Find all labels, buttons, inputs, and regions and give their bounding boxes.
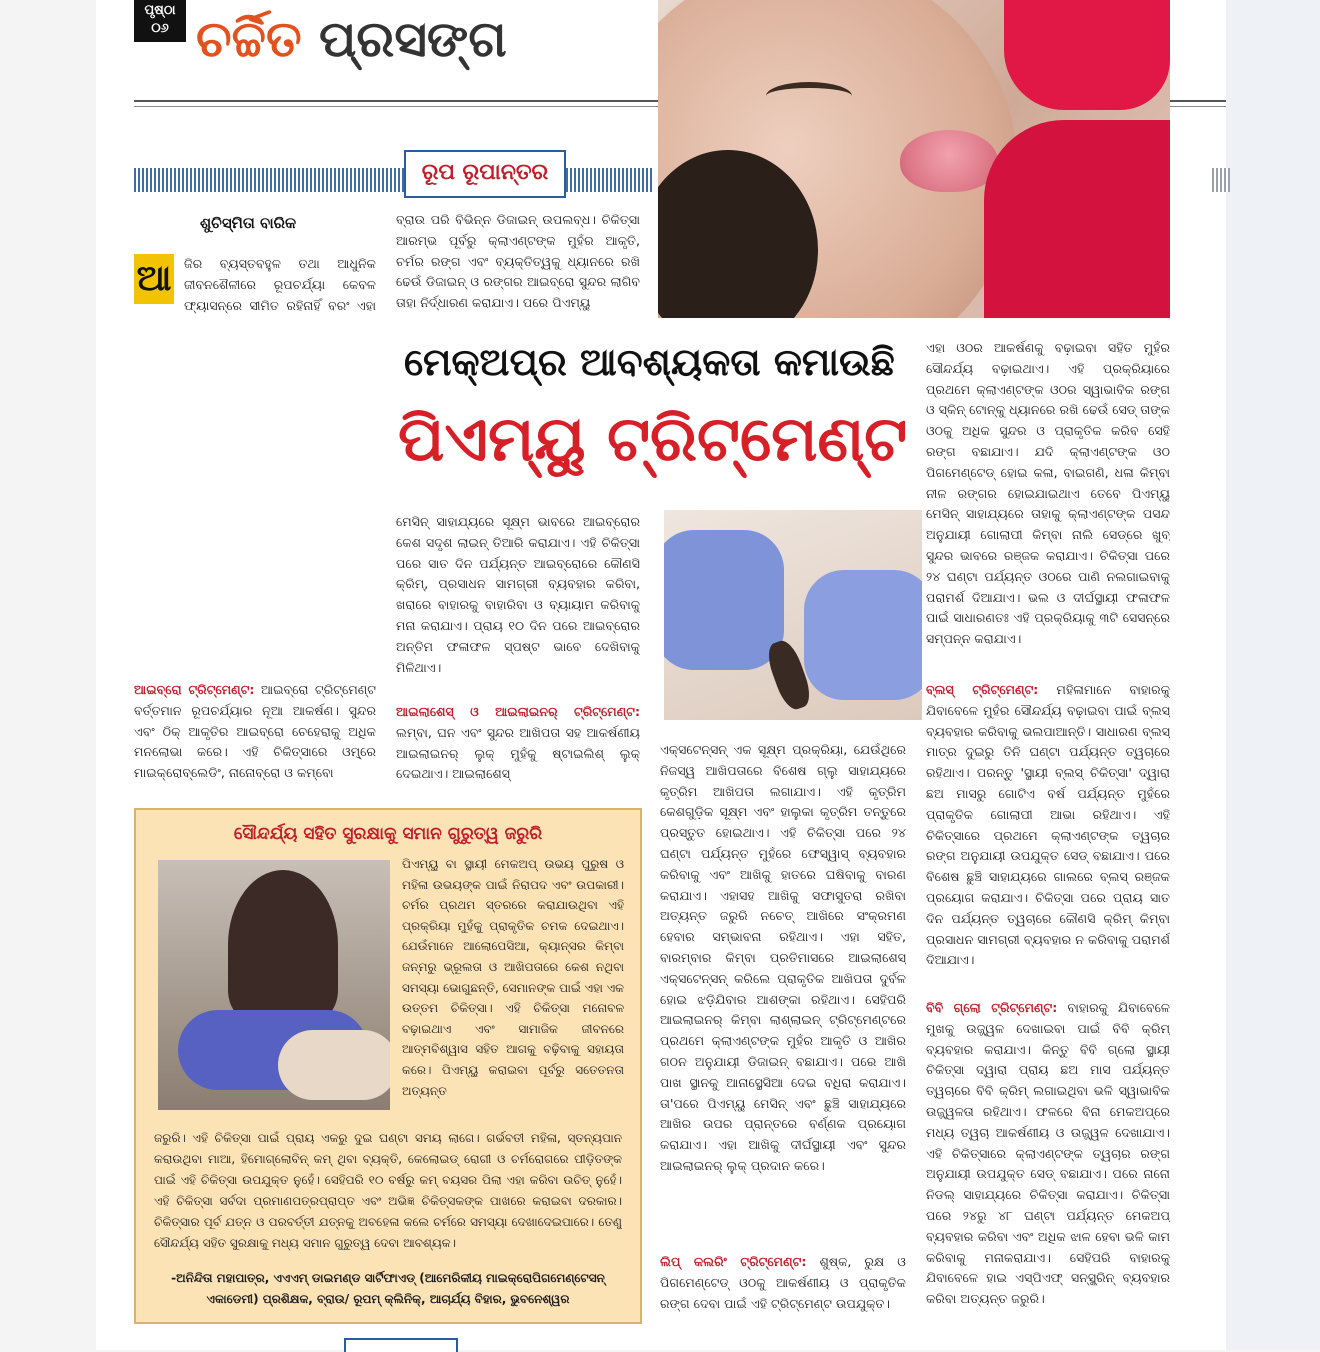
box-credit-text: -ଅନିନ୍ଦିତା ମହାପାତ୍ର, ଏଏଏମ୍ ଡାଇମଣ୍ଡ ସାର୍ଟିଫାଏଡ୍ (ଆମେରିକୀୟ ମାଇକ୍ରୋପିଗମେଣ୍ଟେସନ୍ ଏକାଡେମୀ) ପ୍ରଶିକ୍ଷକ, ବ୍ରାଉ/ ରୂପମ୍ କ୍ଲିନିକ୍, ଆଚାର୍ଯ୍ୟ ବିହାର, ଭୁବନେଶ୍ୱର [171,1271,605,1306]
section-title-part2: ପ୍ରସଙ୍ଗ [319,10,507,68]
artist-at-work-photo [158,860,390,1110]
lip-tattoo-photo [658,0,1170,318]
box-bottom-text [154,1128,622,1264]
blush-heading: ବ୍ଲସ୍ ଟ୍ରିଟ୍‌ମେଣ୍ଟ: [926,682,1039,697]
column-1-brow [134,680,376,788]
section-title [196,4,507,74]
kicker-band [134,168,652,192]
column-3-lip [660,1252,906,1316]
col3-text: ଏକ୍ସଟେନ୍‌ସନ୍ ଏକ ସୂକ୍ଷ୍ମ ପ୍ରକ୍ରିୟା, ଯେଉଁଥିରେ ନିଜସ୍ୱ ଆଖିପତାରେ ବିଶେଷ ଗ୍ଲୁ ସାହାଯ୍ୟରେ କୃତ୍ରିମ ଆଖିପତା ଲଗାଯାଏ। ଏହି କୃତ୍ରିମ କେଶଗୁଡ଼ିକ ସୂକ୍ଷ୍ମ ଏବଂ ହାଲୁକା କୃତ୍ରିମ ତନ୍ତୁରେ ପ୍ରସ୍ତୁତ ହୋଇଥାଏ। ଏହି ଚିକିତ୍ସା ପରେ ୨୪ ଘଣ୍ଟା ପର୍ଯ୍ୟନ୍ତ ମୁହଁରେ ଫେସ୍‌ୱାସ୍ ବ୍ୟବହାର କରିବାକୁ ଏବଂ ଆଖିକୁ ହାତରେ ଘଷିବାକୁ ବାରଣ କରାଯାଏ। ଏହାସହ ଆଖିକୁ ସଫାସୁତରା ରଖିବା ଅତ୍ୟନ୍ତ ଜରୁରି ନଚେତ୍ ଆଖିରେ ସଂକ୍ରମଣ ହେବାର ସମ୍ଭାବନା ରହିଥାଏ। ଏହା ସହିତ, ବାରମ୍ବାର କିମ୍ବା ପ୍ରତିମାସରେ ଆଇଲାଶେସ୍ ଏକ୍ସଟେନ୍‌ସନ୍ କରିଲେ ପ୍ରାକୃତିକ ଆଖିପତା ଦୁର୍ବଳ ହୋଇ ଝଡ଼ିଯିବାର ଆଶଙ୍କା ରହିଥାଏ। ସେହିପରି ଆଇଲାଇନର୍ କିମ୍ବା ଲାଶ୍‌ଲାଇନ୍ ଟ୍ରିଟ୍‌ମେଣ୍ଟରେ ପ୍ରଥମେ କ୍ଲାଏଣ୍ଟଙ୍କ ମୁହଁର ଆକୃତି ଓ ଆଖିର ଗଠନ ଅନୁଯାୟୀ ଡିଜାଇନ୍ ବଛାଯାଏ। ପରେ ଆଖି ପାଖ ସ୍ଥାନକୁ ଆନାସ୍ଥେସିଆ ଦେଇ ବଧିରା କରାଯାଏ। ତା'ପରେ ପିଏମ୍‌ୟୁ ମେସିନ୍ ଏବଂ ଛୁଞ୍ଚି ସାହାଯ୍ୟରେ ଆଖିର ଉପର ପ୍ରାନ୍ତରେ ବର୍ଣ୍ଣକ ପ୍ରୟୋଗ କରାଯାଏ। ଏହା ଆଖିକୁ ଦୀର୍ଘସ୍ଥାୟୀ ଏବଂ ସୁନ୍ଦର ଆଇଲାଇନର୍ ଲୁକ୍ ପ୍ରଦାନ କରେ। [660,742,906,1173]
column-4-bb [926,998,1170,1318]
page-label: ପୃଷ୍ଠା [144,3,176,18]
page-number-box [134,0,186,42]
intro-text: ଜିର ବ୍ୟସ୍ତବହୁଳ ତଥା ଆଧୁନିକ ଜୀବନଶୈଳୀରେ ରୂପଚର୍ଯ୍ୟା କେବଳ ଫ୍ୟାସନ୍‌ରେ ସୀମିତ ରହିନାହିଁ ବରଂ ଏହା [184,256,376,313]
headline-line2: ପିଏମ୍‌ୟୁ ଟ୍ରିଟ୍‌ମେଣ୍ଟ [398,402,908,475]
decorative-bars [1212,168,1230,192]
box-right-text [402,854,624,1122]
byline: ଶୁଚିସ୍ମିତା ବାରିକ [200,214,297,232]
bb-glow-heading: ବିବି ଗ୍ଲୋ ଟ୍ରିଟ୍‌ମେଣ୍ଟ: [926,1000,1058,1015]
lip-text: ଶୁଷ୍କ, ରୁକ୍ଷ ଓ ପିଗମେଣ୍ଟେଡ୍ ଓଠକୁ ଆକର୍ଷଣୀୟ ଓ ପ୍ରାକୃତିକ ରଙ୍ଗ ଦେବା ପାଇଁ ଏହି ଟ୍ରିଟ୍‌ମେଣ୍ଟ ଉପଯୁକ୍ତ। [660,1254,906,1311]
box-title: ସୌନ୍ଦର୍ଯ୍ୟ ସହିତ ସୁରକ୍ଷାକୁ ସମାନ ଗୁରୁତ୍ୱ ଜରୁରି [233,824,543,844]
blush-text: ମହିଳାମାନେ ବାହାରକୁ ଯିବାବେଳେ ମୁହଁର ସୌନ୍ଦର୍ଯ୍ୟ ବଢ଼ାଇବା ପାଇଁ ବ୍ଲସ୍ ବ୍ୟବହାର କରିବାକୁ ଭଲପାଆନ୍ତି। ସାଧାରଣ ବ୍ଲସ୍ ମାତ୍ର ଦୁଇରୁ ତିନି ଘଣ୍ଟା ପର୍ଯ୍ୟନ୍ତ ତ୍ୱଚାରେ ରହିଥାଏ। ପରନ୍ତୁ 'ସ୍ଥାୟୀ ବ୍ଲସ୍ ଚିକିତ୍ସା' ଦ୍ୱାରା ଛଅ ମାସରୁ ଗୋଟିଏ ବର୍ଷ ପର୍ଯ୍ୟନ୍ତ ମୁହଁରେ ପ୍ରାକୃତିକ ଗୋଲାପୀ ଆଭା ରହିଥାଏ। ଏହି ଚିକିତ୍ସାରେ ପ୍ରଥମେ କ୍ଲାଏଣ୍ଟଙ୍କ ତ୍ୱଚାର ରଙ୍ଗ ଅନୁଯାୟୀ ଉପଯୁକ୍ତ ସେଡ୍ ବଛାଯାଏ। ପରେ ବିଶେଷ ଛୁଞ୍ଚି ସାହାଯ୍ୟରେ ଗାଲରେ ବ୍ଲସ୍ ରଞ୍ଜକ ପ୍ରୟୋଗ କରାଯାଏ। ଚିକିତ୍ସା ପରେ ପ୍ରାୟ ସାତ ଦିନ ପର୍ଯ୍ୟନ୍ତ ତ୍ୱଚାରେ କୌଣସି କ୍ରିମ୍ କିମ୍ବା ପ୍ରସାଧନ ସାମଗ୍ରୀ ବ୍ୟବହାର ନ କରିବାକୁ ପରାମର୍ଶ ଦିଆଯାଏ। [926,682,1170,968]
col2-top-text: ବ୍ରାଉ ପରି ବିଭିନ୍ନ ଡିଜାଇନ୍ ଉପଲବ୍ଧ। ଚିକିତ୍ସା ଆରମ୍ଭ ପୂର୍ବରୁ କ୍ଲାଏଣ୍ଟଙ୍କ ମୁହଁର ଆକୃତି, ଚର୍ମର ରଙ୍ଗ ଏବଂ ବ୍ୟକ୍ତିତ୍ୱକୁ ଧ୍ୟାନରେ ରଖି ଢେଉଁ ଡିଜାଇନ୍ ଓ ରଙ୍ଗର ଆଇବ୍ରୋ ସୁନ୍ଦର ଲାଗିବ ତାହା ନିର୍ଦ୍ଧାରଣ କରାଯାଏ। ପରେ ପିଏମ୍‌ୟୁ [396,212,640,311]
lash-heading: ଆଇଲାଶେସ୍ ଓ ଆଇଲାଇନର୍ ଟ୍ରିଟ୍‌ମେଣ୍ଟ: [396,704,640,719]
col2-mid-text: ମେସିନ୍ ସାହାଯ୍ୟରେ ସୂକ୍ଷ୍ମ ଭାବରେ ଆଇବ୍ରୋର କେଶ ସଦୃଶ ଲାଇନ୍ ତିଆରି କରାଯାଏ। ଏହି ଚିକିତ୍ସା ପରେ ସାତ ଦିନ ପର୍ଯ୍ୟନ୍ତ ଆଇବ୍ରୋରେ କୌଣସି କ୍ରିମ୍, ପ୍ରସାଧନ ସାମଗ୍ରୀ ବ୍ୟବହାର କରିବା, ଖରାରେ ବାହାରକୁ ବାହାରିବା ଓ ବ୍ୟାୟାମ କରିବାକୁ ମନା କରାଯାଏ। ପ୍ରାୟ ୧୦ ଦିନ ପରେ ଆଇବ୍ରୋର ଅନ୍ତିମ ଫଳାଫଳ ସ୍ପଷ୍ଟ ଭାବେ ଦେଖିବାକୁ ମିଳିଥାଏ। [396,514,640,675]
right-margin [1226,0,1320,1350]
page-number: ୦୬ [151,21,169,36]
drop-cap: ଆ [134,254,174,304]
eyebrow-treatment-photo [664,510,922,720]
headline-line1: ମେକ୍‌ଅପ୍‌ର ଆବଶ୍ୟକତା କମାଉଛି [404,340,895,384]
bb-glow-text: ବାହାରକୁ ଯିବାବେଳେ ମୁଖକୁ ଉଜ୍ଜ୍ୱଳ ଦେଖାଇବା ପାଇଁ ବିବି କ୍ରିମ୍ ବ୍ୟବହାର କରାଯାଏ। କିନ୍ତୁ ବିବି ଗ୍ଲୋ ସ୍ଥାୟୀ ଚିକିତ୍ସା ଦ୍ୱାରା ପ୍ରାୟ ଛଅ ମାସ ପର୍ଯ୍ୟନ୍ତ ତ୍ୱଚାରେ ବିବି କ୍ରିମ୍ ଲଗାଇଥିବା ଭଳି ସ୍ୱାଭାବିକ ଉଜ୍ଜ୍ୱଳତା ରହିଥାଏ। ଫଳରେ ବିନା ମେକଅପ୍‌ରେ ମଧ୍ୟ ତ୍ୱଚା ଆକର୍ଷଣୀୟ ଓ ଉଜ୍ଜ୍ୱଳ ଦେଖାଯାଏ। ଏହି ଚିକିତ୍ସାରେ କ୍ଲାଏଣ୍ଟଙ୍କ ତ୍ୱଚାର ରଙ୍ଗ ଅନୁଯାୟୀ ଉପଯୁକ୍ତ ସେଡ୍ ବଛାଯାଏ। ପରେ ନାନୋ ନିଡଲ୍ ସାହାଯ୍ୟରେ ଚିକିତ୍ସା କରାଯାଏ। ଚିକିତ୍ସା ପରେ ୨୪ରୁ ୪୮ ଘଣ୍ଟା ପର୍ଯ୍ୟନ୍ତ ମେକଅପ୍ ବ୍ୟବହାର କରିବା ଏବଂ ଅଧିକ ଝାଳ ହେବା ଭଳି କାମ କରିବାକୁ ମନାକରାଯାଏ। ସେହିପରି ବାହାରକୁ ଯିବାବେଳେ ହାଇ ଏସ୍‌ପିଏଫ୍ ସନ୍‌ସ୍କ୍ରିନ୍ ବ୍ୟବହାର କରିବା ଅତ୍ୟନ୍ତ ଜରୁରି। [926,1000,1170,1307]
box-right-paragraph: ପିଏମ୍‌ୟୁ ବା ସ୍ଥାୟୀ ମେକଅପ୍ ଉଭୟ ପୁରୁଷ ଓ ମହିଳା ଉଭୟଙ୍କ ପାଇଁ ନିରାପଦ ଏବଂ ଉପକାରୀ। ଚର୍ମର ପ୍ରଥମ ସ୍ତରରେ କରାଯାଉଥିବା ଏହି ପ୍ରକ୍ରିୟା ମୁହଁକୁ ପ୍ରାକୃତିକ ଚମକ ଦେଇଥାଏ। ଯେଉଁମାନେ ଆଲୋପେସିଆ, କ୍ୟାନ୍‌ସର କିମ୍ବା ଜନ୍ମରୁ ଭ୍ରୂଲତା ଓ ଆଖିପତାରେ କେଶ ନଥିବା ସମସ୍ୟା ଭୋଗୁଛନ୍ତି, ସେମାନଙ୍କ ପାଇଁ ଏହା ଏକ ଉତ୍ତମ ଚିକିତ୍ସା। ଏହି ଚିକିତ୍ସା ମନୋବଳ ବଢ଼ାଇଥାଏ ଏବଂ ସାମାଜିକ ଜୀବନରେ ଆତ୍ମବିଶ୍ୱାସ ସହିତ ଆଗକୁ ବଢ଼ିବାକୁ ସହାୟତା କରେ। ପିଏମ୍‌ୟୁ କରାଇବା ପୂର୍ବରୁ ସତେତନତା ଅତ୍ୟନ୍ତ [402,857,624,1098]
box-bottom-paragraph: ଜରୁରି। ଏହି ଚିକିତ୍ସା ପାଇଁ ପ୍ରାୟ ଏକରୁ ଦୁଇ ଘଣ୍ଟା ସମୟ ଲାଗେ। ଗର୍ଭବତୀ ମହିଳା, ସ୍ତନ୍ୟପାନ କରାଉଥିବା ମାଆ, ହିମୋଗ୍ଲୋବିନ୍ କମ୍ ଥିବା ବ୍ୟକ୍ତି, କେଲୋଇଡ୍ ରୋଗୀ ଓ ଚର୍ମରୋଗରେ ପୀଡ଼ିତଙ୍କ ପାଇଁ ଏହି ଚିକିତ୍ସା ଉପଯୁକ୍ତ ନୁହେଁ। ସେହିପରି ୧୦ ବର୍ଷରୁ କମ୍ ବୟସର ପିଲା ଏହା କରିବା ଉଚିତ୍ ନୁହେଁ। ଏହି ଚିକିତ୍ସା ସର୍ବଦା ପ୍ରମାଣପତ୍ରପ୍ରାପ୍ତ ଏବଂ ଅଭିଜ୍ଞ ଚିକିତ୍ସକଙ୍କ ପାଖରେ କରାଇବା ଦରକାର। ଚିକିତ୍ସାର ପୂର୍ବ ଯତ୍ନ ଓ ପରବର୍ତ୍ତୀ ଯତ୍ନକୁ ଅବହେଳା କଲେ ଚର୍ମରେ ସମସ୍ୟା ଦେଖାଦେଇପାରେ। ତେଣୁ ସୌନ୍ଦର୍ଯ୍ୟ ସହିତ ସୁରକ୍ଷାକୁ ମଧ୍ୟ ସମାନ ଗୁରୁତ୍ୱ ଦେବା ଆବଶ୍ୟକ। [154,1131,622,1250]
section-title-part1: ଚର୍ଚ୍ଚିତ [196,10,302,68]
column-4-top [926,338,1170,660]
column-2-top [396,210,640,318]
column-1-intro-rest [134,318,376,658]
box-credit [154,1268,622,1314]
column-2-mid [396,512,640,680]
column-3 [660,740,906,1240]
column-4-blush [926,680,1170,980]
brow-heading: ଆଇବ୍ରୋ ଟ୍ରିଟ୍‌ମେଣ୍ଟ: [134,682,255,697]
column-1-intro-top [184,254,376,316]
column-2-lash [396,702,640,788]
brow-text: ଆଇବ୍ରୋ ଟ୍ରିଟ୍‌ମେଣ୍ଟ ବର୍ତ୍ତମାନ ରୂପଚର୍ଯ୍ୟାର ନୂଆ ଆକର୍ଷଣ। ସୁନ୍ଦର ଏବଂ ଠିକ୍ ଆକୃତିର ଆଇବ୍ରୋ ଚେହେରାକୁ ଅଧିକ ମନଲୋଭା କରେ। ଏହି ଚିକିତ୍ସାରେ ଓମ୍ବ୍ରେ ମାଇକ୍ରୋବ୍ଲେଡିଂ, ନାନୋବ୍ରୋ ଓ କମ୍ବୋ [134,682,376,781]
lash-text: ଲମ୍ବା, ଘନ ଏବଂ ସୁନ୍ଦର ଆଖିପତା ସହ ଆକର୍ଷଣୀୟ ଆଇଲାଇନର୍ ଲୁକ୍ ମୁହଁକୁ ଷ୍ଟାଇଲିଶ୍ ଲୁକ୍ ଦେଇଥାଏ। ଆଇଲାଶେସ୍ [396,724,640,782]
kicker-label: ରୂପ ରୂପାନ୍ତର [404,150,566,198]
lip-heading: ଲିପ୍ କଲରିଂ ଟ୍ରିଟ୍‌ମେଣ୍ଟ: [660,1254,807,1269]
col4-top-text: ଏହା ଓଠର ଆକର୍ଷଣକୁ ବଢ଼ାଇବା ସହିତ ମୁହଁର ସୌନ୍ଦର୍ଯ୍ୟ ବଢ଼ାଇଥାଏ। ଏହି ପ୍ରକ୍ରିୟାରେ ପ୍ରଥମେ କ୍ଲାଏଣ୍ଟଙ୍କ ଓଠର ସ୍ୱାଭାବିକ ରଙ୍ଗ ଓ ସ୍କିନ୍ ଟୋନ୍‌କୁ ଧ୍ୟାନରେ ରଖି ଢେଉଁ ସେଡ୍ ତାଙ୍କ ଓଠକୁ ଅଧିକ ସୁନ୍ଦର ଓ ପ୍ରାକୃତିକ କରିବ ସେହି ରଙ୍ଗ ବଛାଯାଏ। ଯଦି କ୍ଲାଏଣ୍ଟଙ୍କ ଓଠ ପିଗମେଣ୍ଟେଡ୍ ହୋଇ କଳା, ବାଇଗଣି, ଧଳା କିମ୍ବା ନୀଳ ରଙ୍ଗର ହୋଇଯାଇଥାଏ ତେବେ ପିଏମ୍‌ୟୁ ମେସିନ୍ ସାହାଯ୍ୟରେ ତାହାକୁ କ୍ଲାଏଣ୍ଟଙ୍କ ପସନ୍ଦ ଅନୁଯାୟୀ ଗୋଲାପୀ କିମ୍ବା ନାଲି ସେଡ୍‌ରେ ଖୁବ୍ ସୁନ୍ଦର ଭାବରେ ରଞ୍ଜକ କରାଯାଏ। ଚିକିତ୍ସା ପରେ ୨୪ ଘଣ୍ଟା ପର୍ଯ୍ୟନ୍ତ ଓଠରେ ପାଣି ନଲଗାଇବାକୁ ପରାମର୍ଶ ଦିଆଯାଏ। ଭଲ ଓ ଦୀର୍ଘସ୍ଥାୟୀ ଫଳାଫଳ ପାଇଁ ସାଧାରଣତଃ ଏହି ପ୍ରକ୍ରିୟାକୁ ୩ଟି ସେସନ୍‌ରେ ସମ୍ପନ୍ନ କରାଯାଏ। [926,340,1170,647]
expert-tip-box [134,808,642,1324]
